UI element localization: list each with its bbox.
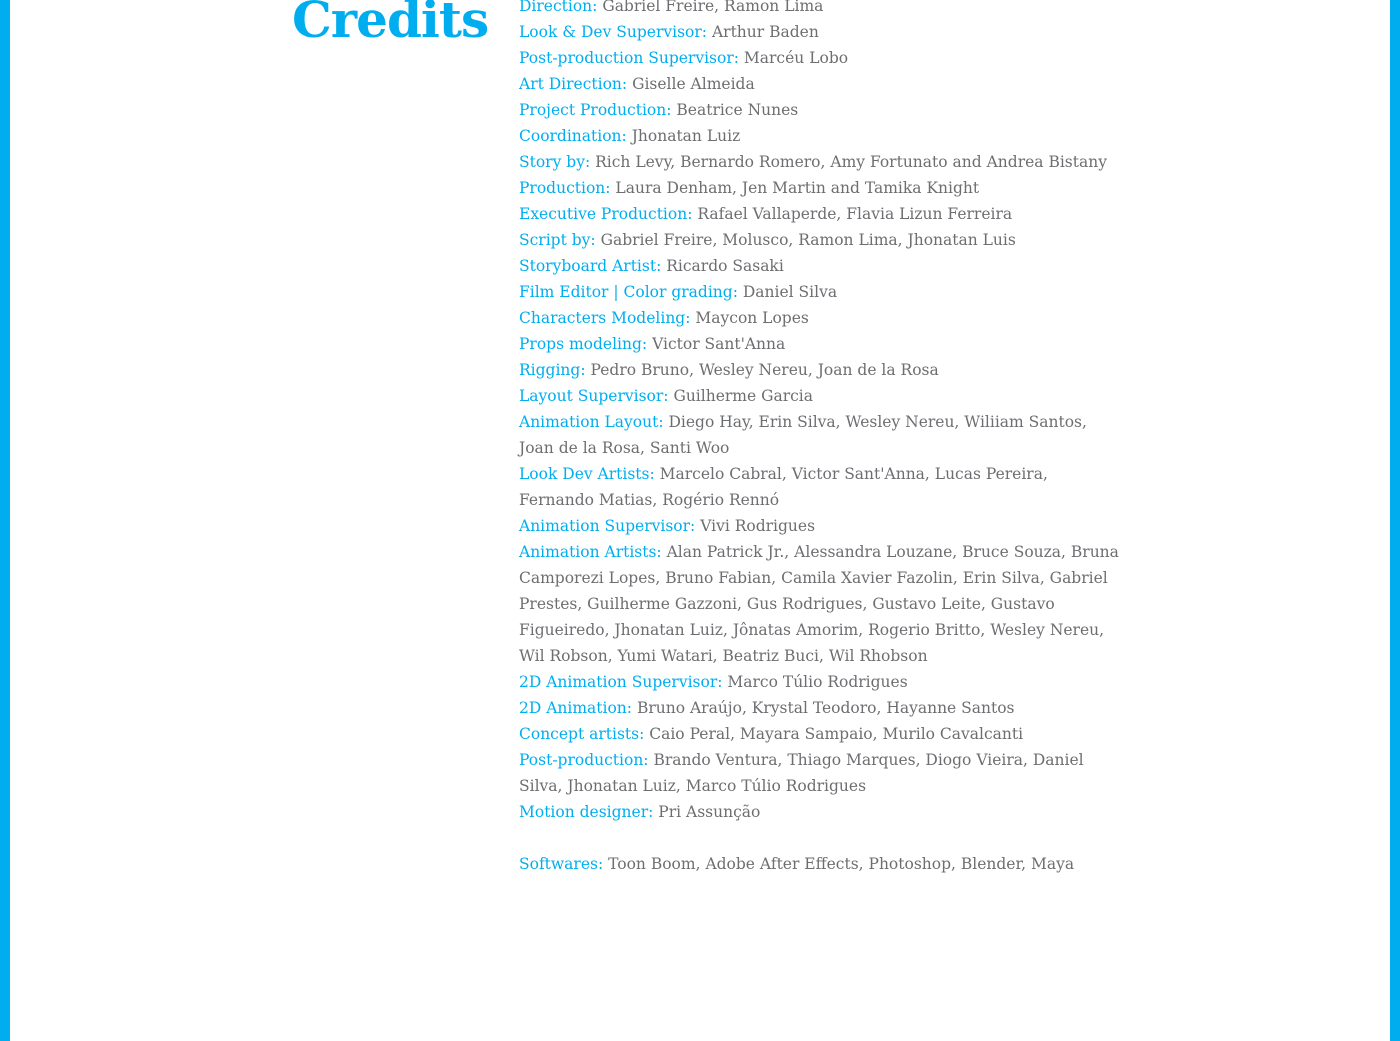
- credit-film-editor-color-grading: [519, 279, 1119, 305]
- credit-names: Alan Patrick Jr., Alessandra Louzane, Bruce Souza, Bruna Camporezi Lopes, Bruno Fabian, Camila Xavier Fazolin, Erin Silva, Gabriel Prestes, Guilherme Gazzoni, Gus Rodrigues, Gustavo Leite, Gustavo Figueiredo, Jhonatan Luiz, Jônatas Amorim, Rogerio Britto, Wesley Nereu, Wil Robson, Yumi Watari, Beatriz Buci, Wil Rhobson: [519, 543, 1119, 665]
- credits-list: [519, 0, 1119, 877]
- credit-post-production: [519, 747, 1119, 799]
- credit-role: Animation Layout:: [519, 413, 664, 431]
- page-title: Credits: [292, 0, 489, 49]
- credit-names: Giselle Almeida: [632, 75, 755, 93]
- credit-animation-supervisor: [519, 513, 1119, 539]
- credit-names: Gabriel Freire, Ramon Lima: [602, 0, 824, 15]
- credit-names: Beatrice Nunes: [676, 101, 799, 119]
- credit-script-by: [519, 227, 1119, 253]
- credit-names: Brando Ventura, Thiago Marques, Diogo Vieira, Daniel Silva, Jhonatan Luiz, Marco Túlio Rodrigues: [519, 751, 1084, 795]
- credit-storyboard-artist: [519, 253, 1119, 279]
- credit-role: Post-production Supervisor:: [519, 49, 739, 67]
- right-accent-bar: [1390, 0, 1400, 1041]
- credit-names: Daniel Silva: [742, 283, 838, 301]
- credit-role: Layout Supervisor:: [519, 387, 669, 405]
- credit-role: Rigging:: [519, 361, 586, 379]
- credit-art-direction: [519, 71, 1119, 97]
- credit-role: Film Editor | Color grading:: [519, 283, 738, 301]
- credit-role: Story by:: [519, 153, 591, 171]
- credit-role: Executive Production:: [519, 205, 693, 223]
- credit-role: Softwares:: [519, 855, 604, 873]
- credit-role: Storyboard Artist:: [519, 257, 662, 275]
- credit-animation-layout: [519, 409, 1119, 461]
- credit-role: 2D Animation:: [519, 699, 633, 717]
- credit-names: Guilherme Garcia: [673, 387, 813, 405]
- credit-names: Maycon Lopes: [695, 309, 809, 327]
- credit-names: Pri Assunção: [658, 803, 761, 821]
- credit-props-modeling: [519, 331, 1119, 357]
- credit-role: Look & Dev Supervisor:: [519, 23, 708, 41]
- credit-layout-supervisor: [519, 383, 1119, 409]
- credit-names: Diego Hay, Erin Silva, Wesley Nereu, Wiliiam Santos, Joan de la Rosa, Santi Woo: [519, 413, 1087, 457]
- credit-names: Caio Peral, Mayara Sampaio, Murilo Cavalcanti: [649, 725, 1024, 743]
- credit-names: Rich Levy, Bernardo Romero, Amy Fortunato and Andrea Bistany: [595, 153, 1107, 171]
- credit-names: Marcelo Cabral, Victor Sant'Anna, Lucas Pereira, Fernando Matias, Rogério Rennó: [519, 465, 1048, 509]
- credit-role: Concept artists:: [519, 725, 645, 743]
- credit-role: 2D Animation Supervisor:: [519, 673, 723, 691]
- credit-role: Look Dev Artists:: [519, 465, 655, 483]
- credit-project-production: [519, 97, 1119, 123]
- credit-rigging: [519, 357, 1119, 383]
- credit-animation-artists: [519, 539, 1119, 669]
- credit-role: Production:: [519, 179, 611, 197]
- credit-role: Props modeling:: [519, 335, 648, 353]
- credit-names: Marco Túlio Rodrigues: [727, 673, 908, 691]
- credit-characters-modeling: [519, 305, 1119, 331]
- credit-names: Rafael Vallaperde, Flavia Lizun Ferreira: [697, 205, 1013, 223]
- credit-role: Motion designer:: [519, 803, 654, 821]
- credit-role: Direction:: [519, 0, 598, 15]
- credit-role: Animation Artists:: [519, 543, 662, 561]
- credit-role: Characters Modeling:: [519, 309, 691, 327]
- credit-names: Pedro Bruno, Wesley Nereu, Joan de la Rosa: [590, 361, 939, 379]
- credit-role: Post-production:: [519, 751, 649, 769]
- credit-role: Coordination:: [519, 127, 627, 145]
- credit-post-production-supervisor: [519, 45, 1119, 71]
- credit-role: Project Production:: [519, 101, 672, 119]
- credit-role: Script by:: [519, 231, 596, 249]
- credit-look-dev-artists: [519, 461, 1119, 513]
- credit-names: Ricardo Sasaki: [666, 257, 784, 275]
- credit-2d-animation: [519, 695, 1119, 721]
- credit-look-dev-supervisor: [519, 19, 1119, 45]
- credit-production: [519, 175, 1119, 201]
- credit-executive-production: [519, 201, 1119, 227]
- credit-names: Toon Boom, Adobe After Effects, Photoshop, Blender, Maya: [608, 855, 1075, 873]
- credit-names: Vivi Rodrigues: [700, 517, 816, 535]
- credit-motion-designer: [519, 799, 1119, 825]
- credit-names: Laura Denham, Jen Martin and Tamika Knight: [615, 179, 980, 197]
- credit-role: Animation Supervisor:: [519, 517, 696, 535]
- credit-concept-artists: [519, 721, 1119, 747]
- credit-coordination: [519, 123, 1119, 149]
- credit-names: Arthur Baden: [711, 23, 819, 41]
- credit-names: Marcéu Lobo: [743, 49, 849, 67]
- left-accent-bar: [0, 0, 10, 1041]
- credit-names: Victor Sant'Anna: [652, 335, 786, 353]
- credit-2d-animation-supervisor: [519, 669, 1119, 695]
- credit-softwares: [519, 851, 1119, 877]
- credit-role: Art Direction:: [519, 75, 628, 93]
- credit-names: Bruno Araújo, Krystal Teodoro, Hayanne Santos: [636, 699, 1015, 717]
- credit-names: Jhonatan Luiz: [631, 127, 741, 145]
- credit-names: Gabriel Freire, Molusco, Ramon Lima, Jhonatan Luis: [600, 231, 1016, 249]
- credit-direction: [519, 0, 1119, 19]
- credit-story-by: [519, 149, 1119, 175]
